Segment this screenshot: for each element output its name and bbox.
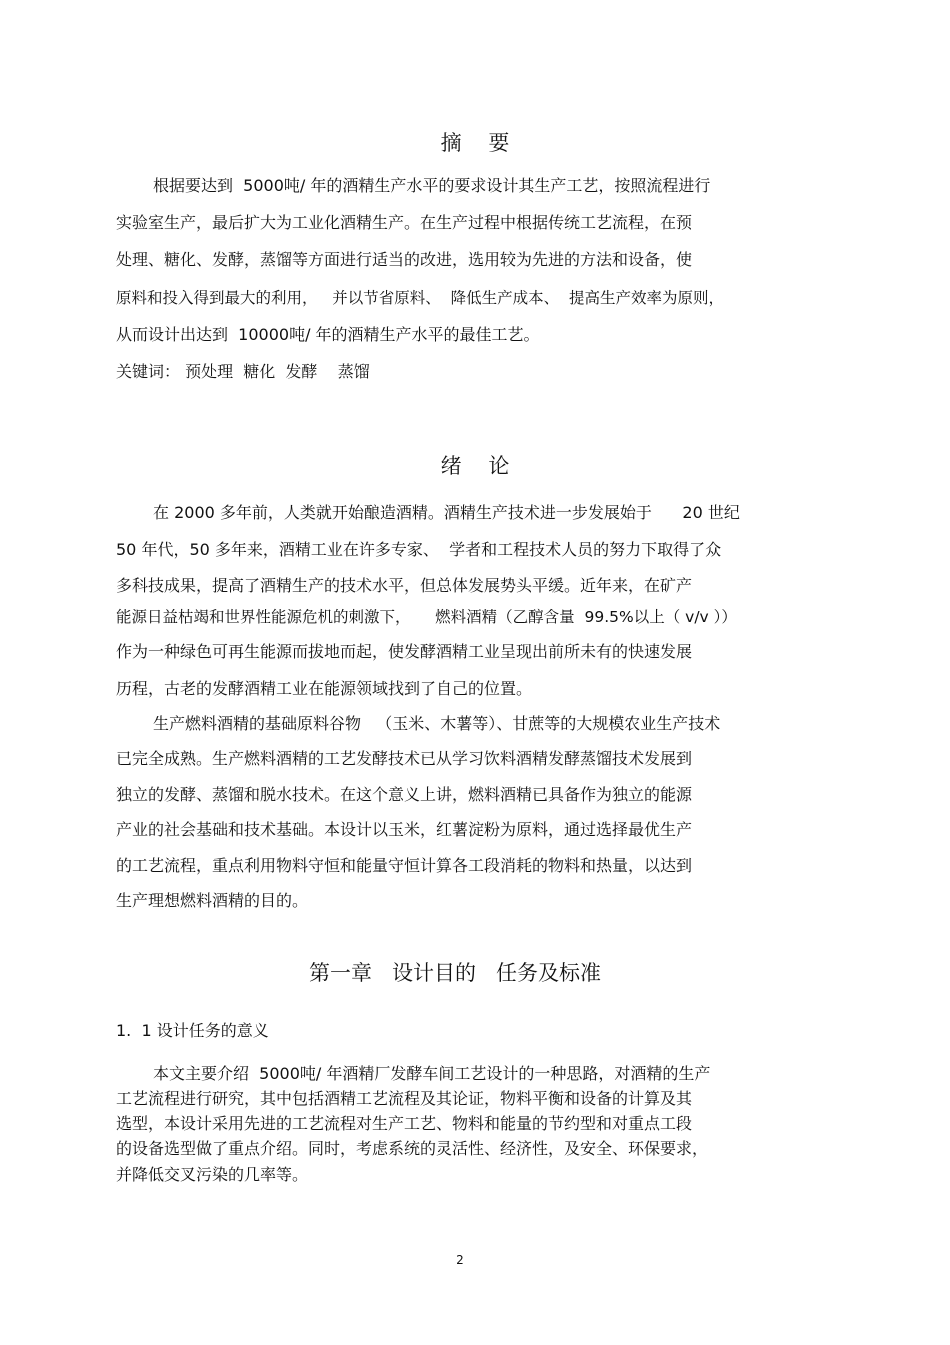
chapter-title: 第一章 设计目的 任务及标准 bbox=[308, 961, 602, 985]
section-line: 并降低交叉污染的几率等。 bbox=[116, 1165, 309, 1184]
section-line: 本文主要介绍 5000吨/ 年酒精厂发酵车间工艺设计的一种思路，对酒精的生产 bbox=[153, 1064, 711, 1083]
introduction-line: 历程，古老的发酵酒精工业在能源领域找到了自己的位置。 bbox=[116, 679, 533, 698]
abstract-line: 处理、糖化、发酵，蒸馏等方面进行适当的改进，选用较为先进的方法和设备，使 bbox=[116, 250, 693, 269]
introduction-line: 生产燃料酒精的基础原料谷物 （玉米、木薯等）、甘蔗等的大规模农业生产技术 bbox=[153, 714, 721, 733]
abstract-line: 从而设计出达到 10000吨/ 年的酒精生产水平的最佳工艺。 bbox=[116, 325, 540, 344]
introduction-title: 绪 论 bbox=[440, 454, 510, 478]
introduction-line: 产业的社会基础和技术基础。本设计以玉米，红薯淀粉为原料，通过选择最优生产 bbox=[116, 820, 693, 839]
keywords-line: 关键词： 预处理 糖化 发酵 蒸馏 bbox=[116, 362, 370, 381]
section-line: 选型，本设计采用先进的工艺流程对生产工艺、物料和能量的节约型和对重点工段 bbox=[116, 1114, 693, 1133]
abstract-line: 实验室生产，最后扩大为工业化酒精生产。在生产过程中根据传统工艺流程，在预 bbox=[116, 213, 693, 232]
introduction-line: 生产理想燃料酒精的目的。 bbox=[116, 891, 309, 910]
section-line: 的设备选型做了重点介绍。同时，考虑系统的灵活性、经济性，及安全、环保要求， bbox=[116, 1139, 709, 1158]
introduction-line: 独立的发酵、蒸馏和脱水技术。在这个意义上讲，燃料酒精已具备作为独立的能源 bbox=[116, 785, 693, 804]
page-number: 2 bbox=[456, 1253, 464, 1267]
introduction-line: 能源日益枯竭和世界性能源危机的刺激下， 燃料酒精（乙醇含量 99.5%以上（ v/v ）） bbox=[116, 608, 737, 626]
abstract-line: 根据要达到 5000吨/ 年的酒精生产水平的要求设计其生产工艺，按照流程进行 bbox=[153, 176, 711, 195]
abstract-title: 摘 要 bbox=[440, 131, 510, 155]
introduction-line: 的工艺流程，重点利用物料守恒和能量守恒计算各工段消耗的物料和热量，以达到 bbox=[116, 856, 693, 875]
introduction-line: 在 2000 多年前，人类就开始酿造酒精。酒精生产技术进一步发展始于 20 世纪 bbox=[153, 503, 740, 522]
introduction-line: 多科技成果，提高了酒精生产的技术水平，但总体发展势头平缓。近年来，在矿产 bbox=[116, 576, 693, 595]
section-title: 1. 1 设计任务的意义 bbox=[116, 1021, 269, 1040]
introduction-line: 已完全成熟。生产燃料酒精的工艺发酵技术已从学习饮料酒精发酵蒸馏技术发展到 bbox=[116, 749, 693, 768]
introduction-line: 50 年代，50 多年来，酒精工业在许多专家、 学者和工程技术人员的努力下取得了众 bbox=[116, 540, 722, 559]
section-line: 工艺流程进行研究，其中包括酒精工艺流程及其论证，物料平衡和设备的计算及其 bbox=[116, 1089, 693, 1108]
introduction-line: 作为一种绿色可再生能源而拔地而起，使发酵酒精工业呈现出前所未有的快速发展 bbox=[116, 642, 693, 661]
abstract-line: 原料和投入得到最大的利用， 并以节省原料、 降低生产成本、 提高生产效率为原则， bbox=[116, 289, 724, 307]
